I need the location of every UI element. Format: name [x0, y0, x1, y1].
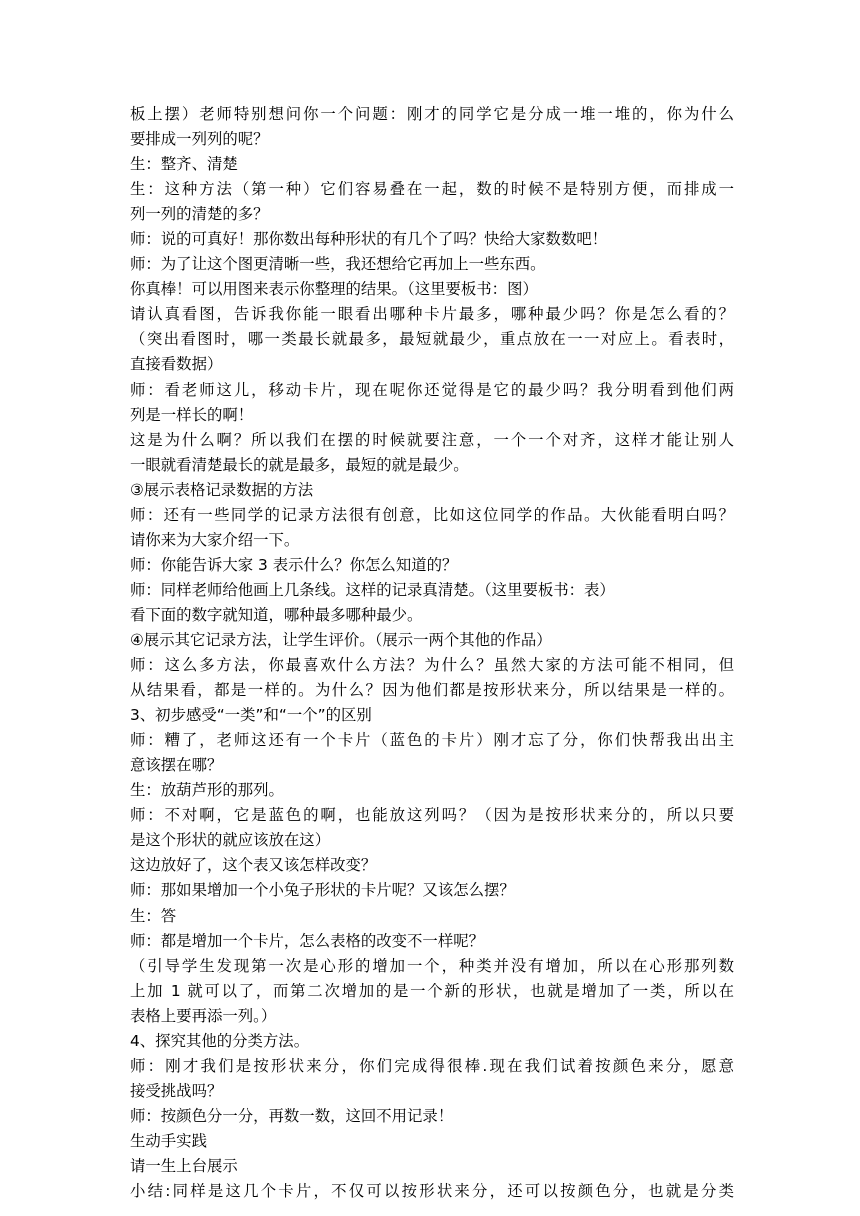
text-line: 小结:同样是这几个卡片，不仅可以按形状来分，还可以按颜色分，也就是分类: [130, 1182, 734, 1201]
text-line: 板上摆）老师特别想问你一个问题：刚才的同学它是分成一堆一堆的，你为什么: [130, 105, 734, 123]
text-line: 生动手实践: [130, 1131, 207, 1150]
text-line: 师：刚才我们是按形状来分，你们完成得很棒.现在我们试着按颜色来分，愿意: [130, 1056, 734, 1075]
text-line: 请一生上台展示: [130, 1156, 238, 1175]
text-line: 师：说的可真好！那你数出每种形状的有几个了吗？快给大家数数吧！: [130, 230, 608, 249]
text-line: （引导学生发现第一次是心形的增加一个，种类并没有增加，所以在心形那列数: [130, 956, 734, 975]
text-line: 师：这么多方法，你最喜欢什么方法？为什么？虽然大家的方法可能不相同，但: [130, 656, 734, 675]
text-line: 列是一样长的啊！: [130, 405, 254, 424]
text-line: 师：为了让这个图更清晰一些，我还想给它再加上一些东西。: [130, 255, 546, 274]
text-line: 师：还有一些同学的记录方法很有创意，比如这位同学的作品。大伙能看明白吗？: [130, 505, 734, 524]
text-line: （突出看图时，哪一类最长就最多，最短就最少，重点放在一一对应上。看表时，: [130, 330, 734, 349]
text-line: 意该摆在哪？: [130, 756, 223, 775]
text-line: 接受挑战吗？: [130, 1081, 223, 1100]
text-line: 要排成一列列的呢？: [130, 130, 269, 149]
text-line: 师：糟了，老师这还有一个卡片（蓝色的卡片）刚才忘了分，你们快帮我出出主: [130, 731, 734, 750]
text-line: 生：整齐、清楚: [130, 155, 238, 174]
text-line: 师：按颜色分一分，再数一数，这回不用记录！: [130, 1106, 454, 1125]
text-line: 从结果看，都是一样的。为什么？因为他们都是按形状来分，所以结果是一样的。: [130, 681, 734, 700]
text-line: 这边放好了，这个表又该怎样改变？: [130, 856, 377, 875]
text-line: 请你来为大家介绍一下。: [130, 530, 300, 549]
text-line: 生：答: [130, 906, 177, 925]
text-line: 这是为什么啊？所以我们在摆的时候就要注意，一个一个对齐，这样才能让别人: [130, 430, 734, 449]
text-line: 3、初步感受“一类”和“一个”的区别: [130, 706, 372, 725]
text-line: 你真棒！可以用图来表示你整理的结果。（这里要板书：图）: [130, 280, 538, 299]
text-line: 看下面的数字就知道，哪种最多哪种最少。: [130, 605, 423, 624]
text-line: 师：同样老师给他画上几条线。这样的记录真清楚。（这里要板书：表）: [130, 580, 615, 599]
document-page: [130, 102, 734, 1204]
text-line: 师：那如果增加一个小兔子形状的卡片呢？又该怎么摆？: [130, 881, 515, 900]
text-line: 生：这种方法（第一种）它们容易叠在一起，数的时候不是特别方便，而排成一: [130, 180, 734, 199]
text-line: 表格上要再添一列。）: [130, 1006, 277, 1025]
text-line: 师：不对啊，它是蓝色的啊，也能放这列吗？（因为是按形状来分的，所以只要: [130, 806, 734, 825]
text-line: ④展示其它记录方法，让学生评价。（展示一两个其他的作品）: [130, 630, 552, 649]
text-line: 直接看数据）: [130, 355, 223, 374]
text-line: 是这个形状的就应该放在这）: [130, 831, 331, 850]
text-line: 师：看老师这儿，移动卡片，现在呢你还觉得是它的最少吗？我分明看到他们两: [130, 380, 734, 399]
text-line: 师：都是增加一个卡片，怎么表格的改变不一样呢？: [130, 931, 484, 950]
text-line: 一眼就看清楚最长的就是最多，最短的就是最少。: [130, 455, 469, 474]
text-line: 上加 1 就可以了，而第二次增加的是一个新的形状，也就是增加了一类，所以在: [130, 981, 734, 1000]
text-line: 请认真看图，告诉我你能一眼看出哪种卡片最多，哪种最少吗？你是怎么看的？: [130, 305, 734, 324]
text-line: 4、探究其他的分类方法。: [130, 1031, 310, 1050]
text-line: 生：放葫芦形的那列。: [130, 781, 284, 800]
text-line: ③展示表格记录数据的方法: [130, 480, 314, 499]
text-line: 师：你能告诉大家 3 表示什么？你怎么知道的？: [130, 555, 458, 574]
text-line: 列一列的清楚的多？: [130, 205, 269, 224]
